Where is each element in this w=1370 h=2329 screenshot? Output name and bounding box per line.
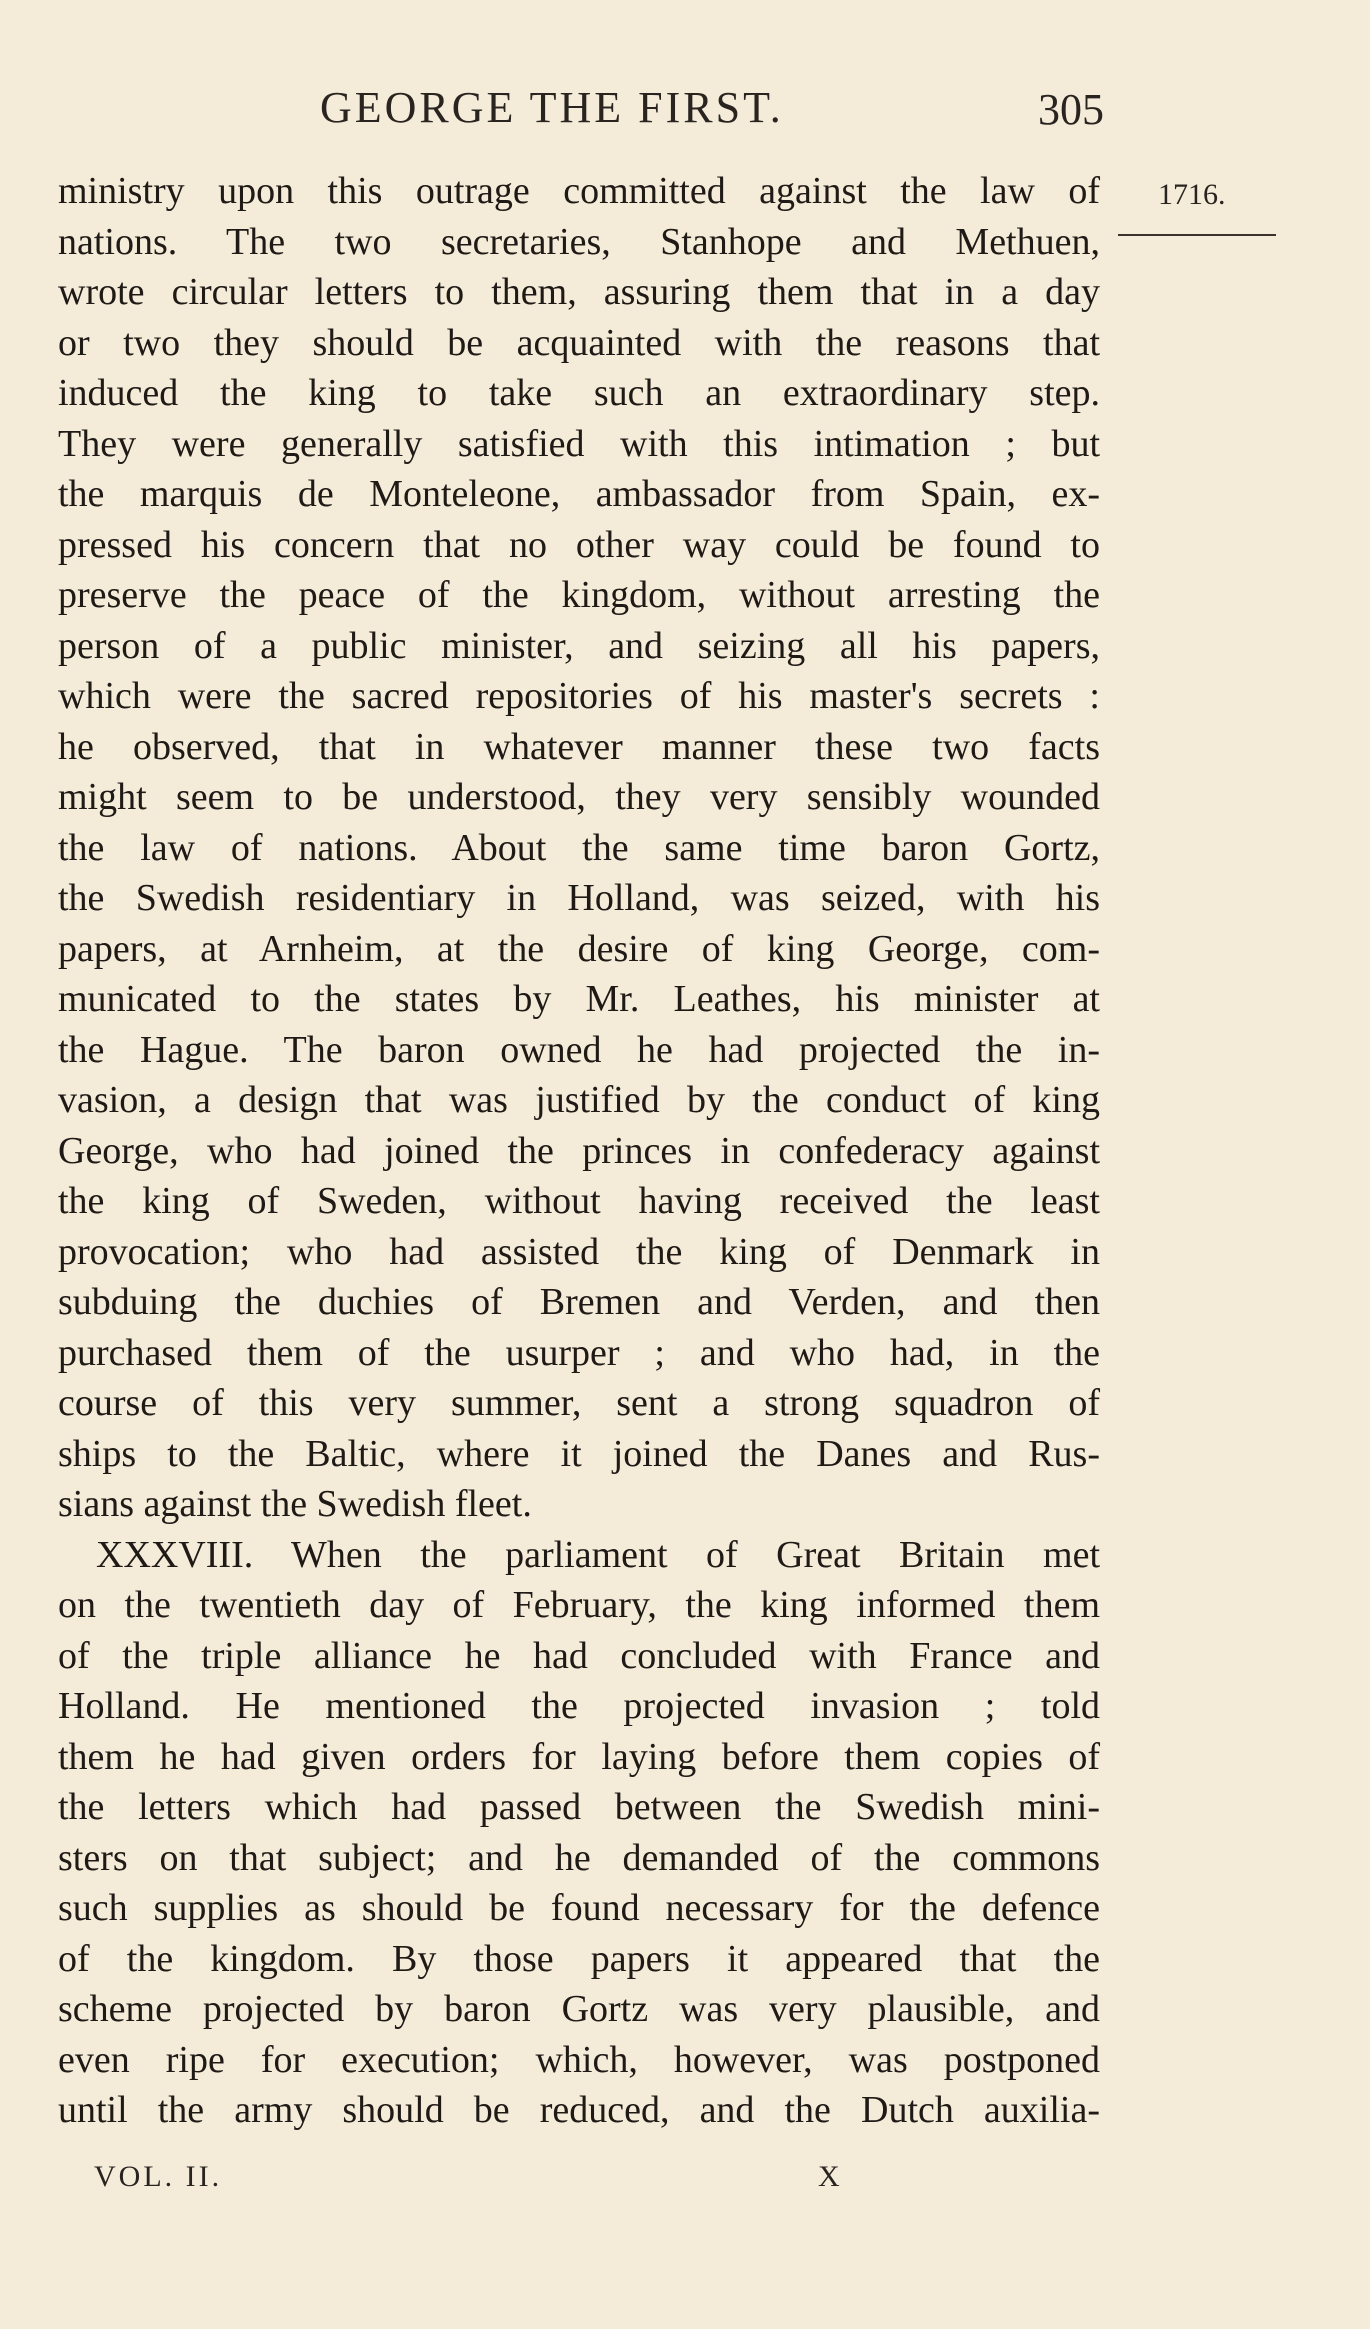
text-line: or two they should be acquainted with the reasons that bbox=[58, 321, 1100, 364]
text-line: until the army should be reduced, and the Dutch auxilia- bbox=[58, 2089, 1100, 2131]
text-line: course of this very summer, sent a strong squadron of bbox=[58, 1382, 1100, 1424]
text-line: person of a public minister, and seizing all his papers, bbox=[58, 624, 1100, 667]
body-text bbox=[58, 166, 1100, 2136]
text-line: wrote circular letters to them, assuring them that in a day bbox=[58, 271, 1100, 313]
text-line: the king of Sweden, without having received the least bbox=[58, 1180, 1100, 1222]
text-line: sters on that subject; and he demanded of the commons bbox=[58, 1836, 1100, 1879]
text-line: them he had given orders for laying before them copies of bbox=[58, 1735, 1100, 1778]
margin-rule-divider bbox=[1118, 234, 1276, 236]
text-line: papers, at Arnheim, at the desire of king George, com- bbox=[58, 927, 1100, 970]
text-line: ministry upon this outrage committed against the law of bbox=[58, 170, 1100, 212]
text-line: even ripe for execution; which, however, was postponed bbox=[58, 2038, 1100, 2081]
margin-year-note: 1716. bbox=[1158, 178, 1226, 211]
text-line: induced the king to take such an extraordinary step. bbox=[58, 372, 1100, 414]
text-line-paragraph-start: XXXVIII. When the parliament of Great Britain met bbox=[96, 1533, 1100, 1576]
text-line: which were the sacred repositories of his master's secrets : bbox=[58, 675, 1100, 717]
page-number: 305 bbox=[1038, 85, 1104, 134]
footer-signature-mark: X bbox=[818, 2160, 840, 2193]
text-line: preserve the peace of the kingdom, without arresting the bbox=[58, 574, 1100, 616]
text-line: such supplies as should be found necessary for the defence bbox=[58, 1887, 1100, 1929]
text-line: sians against the Swedish fleet. bbox=[58, 1483, 532, 1525]
text-line: vasion, a design that was justified by the conduct of king bbox=[58, 1079, 1100, 1121]
text-line: George, who had joined the princes in confederacy against bbox=[58, 1129, 1100, 1172]
text-line: pressed his concern that no other way could be found to bbox=[58, 523, 1100, 566]
text-line: of the triple alliance he had concluded with France and bbox=[58, 1634, 1100, 1677]
text-line: on the twentieth day of February, the king informed them bbox=[58, 1584, 1100, 1626]
text-line: subduing the duchies of Bremen and Verden, and then bbox=[58, 1281, 1100, 1323]
text-line: nations. The two secretaries, Stanhope and Methuen, bbox=[58, 220, 1100, 263]
text-line: the marquis de Monteleone, ambassador from Spain, ex- bbox=[58, 473, 1100, 515]
text-line: he observed, that in whatever manner these two facts bbox=[58, 725, 1100, 768]
text-line: might seem to be understood, they very sensibly wounded bbox=[58, 776, 1100, 818]
footer-volume-signature: VOL. II. bbox=[94, 2160, 223, 2193]
text-line: scheme projected by baron Gortz was very plausible, and bbox=[58, 1988, 1100, 2030]
text-line: purchased them of the usurper ; and who had, in the bbox=[58, 1331, 1100, 1374]
text-line: the law of nations. About the same time baron Gortz, bbox=[58, 826, 1100, 869]
text-line: ships to the Baltic, where it joined the Danes and Rus- bbox=[58, 1432, 1100, 1475]
running-head-title: GEORGE THE FIRST. bbox=[320, 83, 784, 132]
text-line: the Hague. The baron owned he had projected the in- bbox=[58, 1028, 1100, 1071]
text-line: Holland. He mentioned the projected invasion ; told bbox=[58, 1685, 1100, 1727]
text-line: the letters which had passed between the Swedish mini- bbox=[58, 1786, 1100, 1828]
text-line: of the kingdom. By those papers it appeared that the bbox=[58, 1937, 1100, 1980]
text-line: They were generally satisfied with this intimation ; but bbox=[58, 422, 1100, 465]
text-line: provocation; who had assisted the king of Denmark in bbox=[58, 1230, 1100, 1273]
text-line: the Swedish residentiary in Holland, was seized, with his bbox=[58, 877, 1100, 919]
text-line: municated to the states by Mr. Leathes, his minister at bbox=[58, 978, 1100, 1020]
